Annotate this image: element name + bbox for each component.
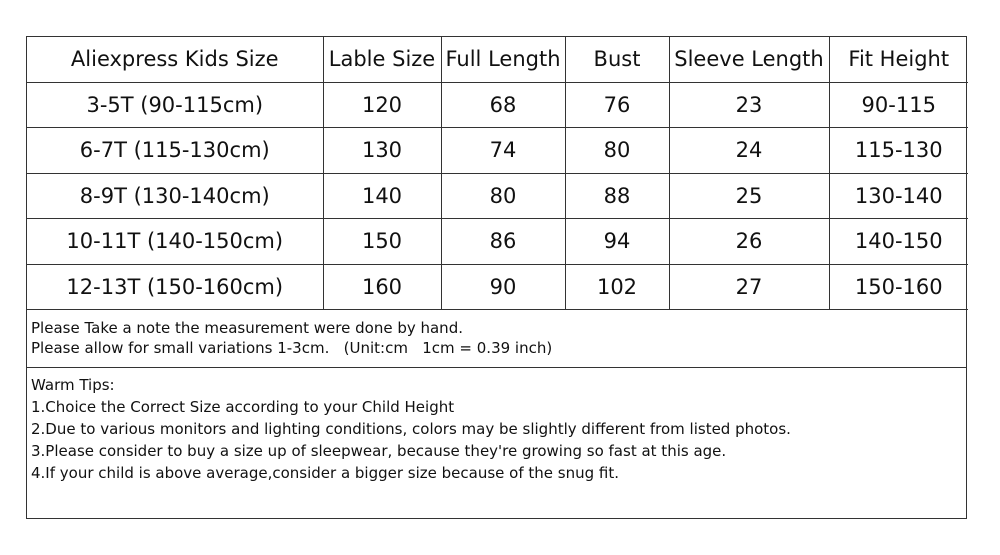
size-chart [26,36,967,519]
column-header-bust: Bust [565,37,669,82]
cell-kids-size: 8-9T (130-140cm) [27,173,323,219]
column-header-kids-size: Aliexpress Kids Size [27,37,323,82]
cell-sleeve-length: 25 [669,173,829,219]
cell-label-size: 130 [323,128,441,174]
size-table [27,37,968,310]
cell-label-size: 140 [323,173,441,219]
cell-kids-size: 12-13T (150-160cm) [27,264,323,310]
cell-fit-height: 130-140 [829,173,968,219]
tip-item: 3.Please consider to buy a size up of sleepwear, because they're growing so fast at this age. [31,442,727,460]
warm-tips [27,368,966,484]
table-row [27,264,968,310]
tip-item: 1.Choice the Correct Size according to your Child Height [31,398,455,416]
cell-full-length: 80 [441,173,565,219]
measurement-note [27,310,966,368]
cell-kids-size: 10-11T (140-150cm) [27,219,323,265]
cell-full-length: 74 [441,128,565,174]
cell-fit-height: 90-115 [829,82,968,128]
table-header-row [27,37,968,82]
tip-item: 4.If your child is above average,consider a bigger size because of the snug fit. [31,464,619,482]
cell-label-size: 160 [323,264,441,310]
cell-full-length: 90 [441,264,565,310]
table-row [27,82,968,128]
cell-bust: 76 [565,82,669,128]
cell-sleeve-length: 24 [669,128,829,174]
cell-bust: 102 [565,264,669,310]
column-header-full-length: Full Length [441,37,565,82]
cell-fit-height: 115-130 [829,128,968,174]
column-header-fit-height: Fit Height [829,37,968,82]
cell-sleeve-length: 27 [669,264,829,310]
cell-bust: 94 [565,219,669,265]
tip-item: 2.Due to various monitors and lighting conditions, colors may be slightly different from listed photos. [31,420,791,438]
cell-bust: 80 [565,128,669,174]
cell-sleeve-length: 26 [669,219,829,265]
cell-label-size: 120 [323,82,441,128]
tips-title: Warm Tips: [31,376,115,394]
cell-fit-height: 140-150 [829,219,968,265]
table-row [27,173,968,219]
cell-kids-size: 3-5T (90-115cm) [27,82,323,128]
note-line: Please allow for small variations 1-3cm. (Unit:cm 1cm = 0.39 inch) [31,339,553,357]
cell-fit-height: 150-160 [829,264,968,310]
table-row [27,128,968,174]
cell-full-length: 68 [441,82,565,128]
cell-label-size: 150 [323,219,441,265]
cell-sleeve-length: 23 [669,82,829,128]
cell-full-length: 86 [441,219,565,265]
column-header-label-size: Lable Size [323,37,441,82]
cell-bust: 88 [565,173,669,219]
column-header-sleeve-length: Sleeve Length [669,37,829,82]
table-row [27,219,968,265]
cell-kids-size: 6-7T (115-130cm) [27,128,323,174]
note-line: Please Take a note the measurement were done by hand. [31,319,463,337]
